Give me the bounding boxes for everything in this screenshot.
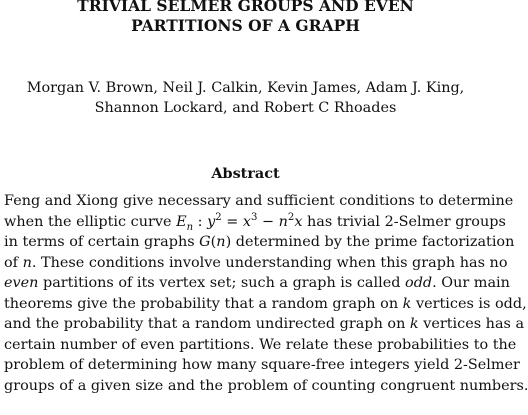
abstract-line: of n. These conditions involve understanding when this graph has no bbox=[4, 254, 508, 271]
abstract-body bbox=[4, 191, 528, 396]
paper-title-line-2: PARTITIONS OF A GRAPH bbox=[131, 16, 360, 35]
abstract-line: even partitions of its vertex set; such a graph is called odd. Our main bbox=[4, 275, 510, 291]
authors-line-2: Shannon Lockard, and Robert C Rhoades bbox=[94, 100, 397, 116]
paper-title-line-1: TRIVIAL SELMER GROUPS AND EVEN bbox=[77, 0, 414, 15]
abstract-line: Feng and Xiong give necessary and sufficient conditions to determine bbox=[4, 193, 514, 209]
abstract-line: certain number of even partitions. We relate these probabilities to the bbox=[4, 336, 517, 353]
abstract-line: theorems give the probability that a random graph on k vertices is odd, bbox=[4, 295, 527, 312]
abstract-line: in terms of certain graphs G(n) determined by the prime factorization bbox=[4, 234, 515, 250]
abstract-line: when the elliptic curve $E_n$ : $y^2 = x^3 - n^2x$ has trivial 2-Selmer groups bbox=[4, 211, 506, 233]
abstract-line: problem of determining how many square-free integers yield 2-Selmer bbox=[4, 357, 520, 373]
abstract-line: and the probability that a random undirected graph on k vertices has a bbox=[4, 316, 525, 332]
abstract-line: groups of a given size and the problem of counting congruent numbers. bbox=[4, 377, 528, 394]
authors-line-1: Morgan V. Brown, Neil J. Calkin, Kevin James, Adam J. King, bbox=[26, 80, 465, 96]
abstract-heading: Abstract bbox=[211, 165, 280, 182]
